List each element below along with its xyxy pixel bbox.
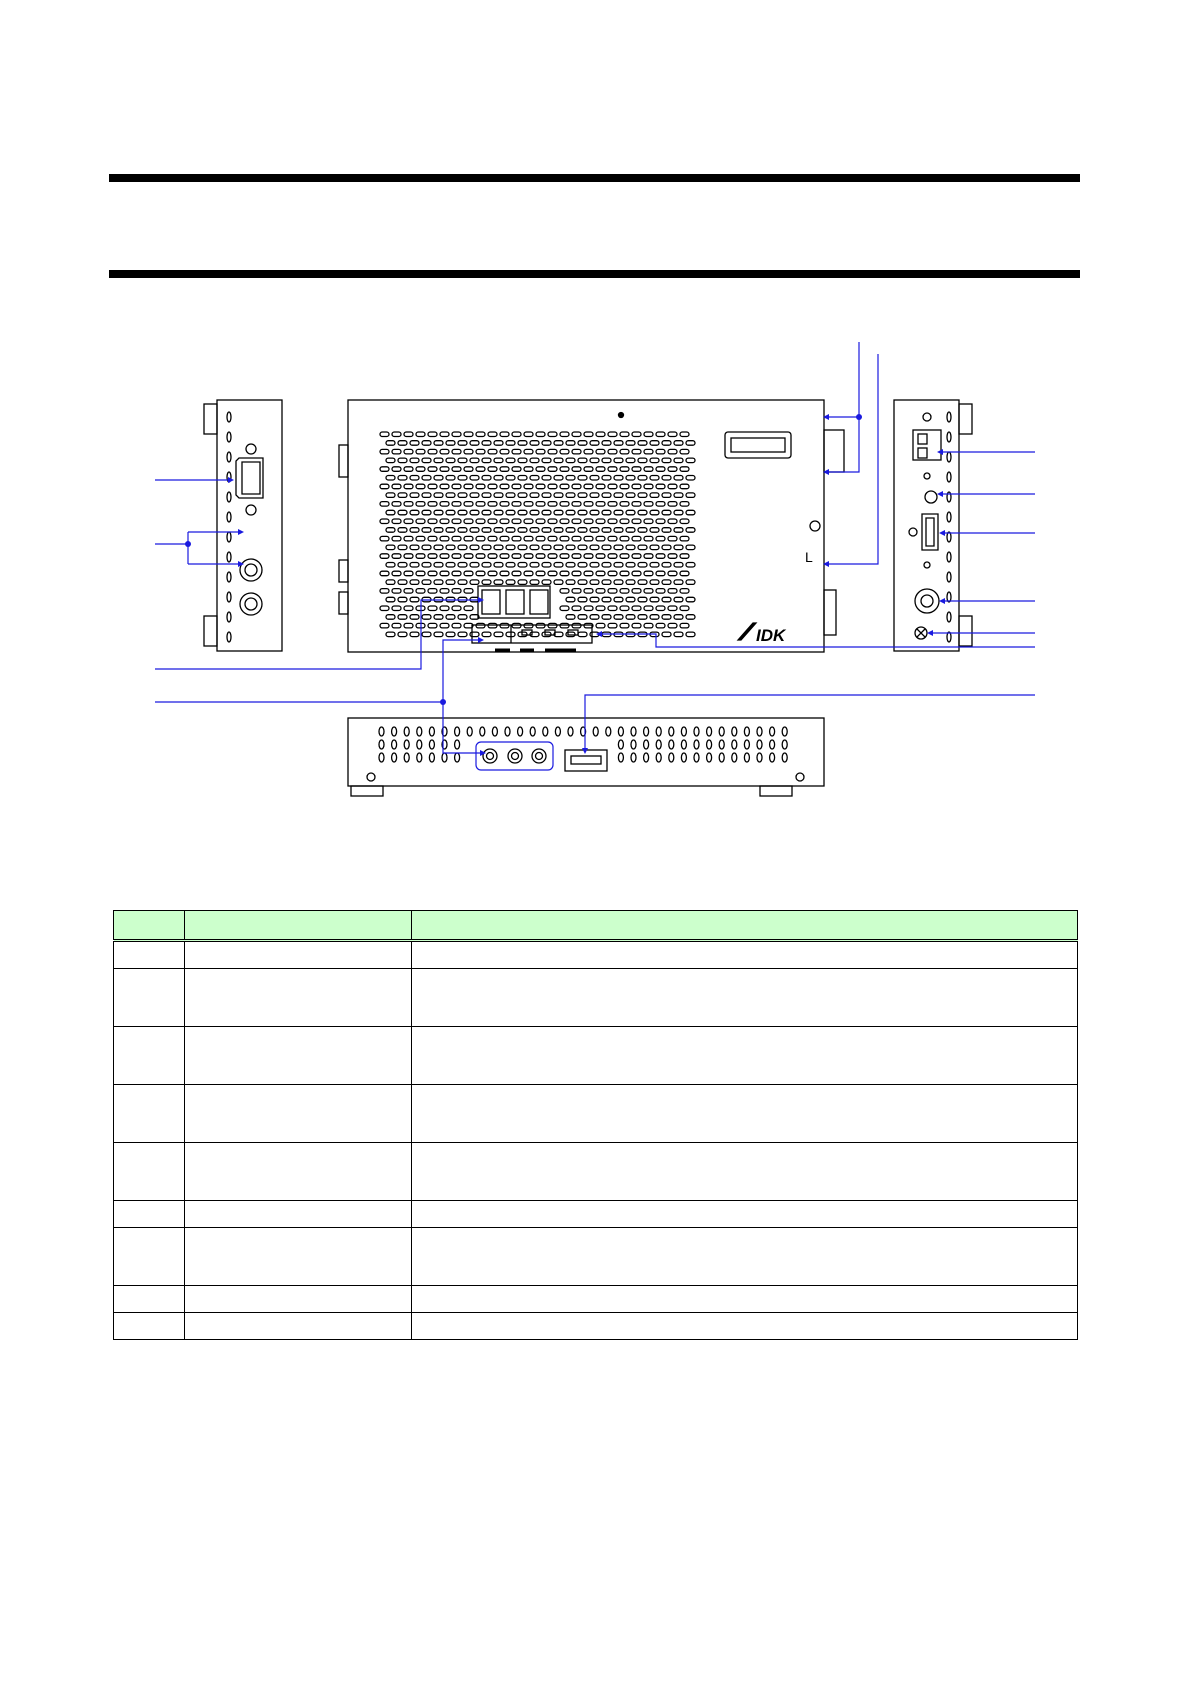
second-rule <box>109 270 1080 278</box>
hdmi-port-icon <box>909 514 938 550</box>
table-row <box>114 941 1078 969</box>
col-name-header <box>185 911 412 941</box>
left-side-panel <box>204 400 282 651</box>
table-cell-no <box>114 1027 185 1085</box>
table-row <box>114 1143 1078 1201</box>
table-cell-no <box>114 1286 185 1313</box>
table-cell-name <box>185 1143 412 1201</box>
table-cell-desc <box>412 1201 1078 1228</box>
parts-table <box>113 910 1078 1340</box>
col-no-header <box>114 911 185 941</box>
table-cell-no <box>114 1313 185 1340</box>
table-cell-desc <box>412 1027 1078 1085</box>
table-row <box>114 1286 1078 1313</box>
table-cell-name <box>185 1085 412 1143</box>
callout-lines <box>155 342 1035 770</box>
table-cell-no <box>114 1143 185 1201</box>
table-cell-desc <box>412 941 1078 969</box>
table-cell-name <box>185 1201 412 1228</box>
table-cell-name <box>185 1286 412 1313</box>
table-row <box>114 1313 1078 1340</box>
front-panel <box>339 400 844 652</box>
table-cell-name <box>185 1313 412 1340</box>
table-cell-name <box>185 1228 412 1286</box>
table-cell-desc <box>412 1085 1078 1143</box>
top-rule <box>109 174 1080 182</box>
table-cell-name <box>185 969 412 1027</box>
device-drawing <box>0 300 1192 810</box>
table-cell-desc <box>412 1286 1078 1313</box>
table-cell-no <box>114 969 185 1027</box>
table-cell-no <box>114 1201 185 1228</box>
col-desc-header <box>412 911 1078 941</box>
table-cell-name <box>185 941 412 969</box>
table-row <box>114 1085 1078 1143</box>
bottom-panel <box>348 718 824 796</box>
callout-dots <box>185 414 945 756</box>
brand-logo: IDK <box>756 626 786 645</box>
table-cell-no <box>114 1228 185 1286</box>
table-row <box>114 1201 1078 1228</box>
right-side-panel <box>894 400 972 651</box>
table-cell-desc <box>412 1228 1078 1286</box>
table-cell-no <box>114 941 185 969</box>
table-header-row <box>114 911 1078 941</box>
table-row <box>114 1228 1078 1286</box>
table-row <box>114 969 1078 1027</box>
serial-port-icon <box>236 444 263 515</box>
table-cell-desc <box>412 1313 1078 1340</box>
table-row <box>114 1027 1078 1085</box>
table-cell-name <box>185 1027 412 1085</box>
table-cell-desc <box>412 969 1078 1027</box>
table-cell-desc <box>412 1143 1078 1201</box>
audio-jack-icon <box>240 559 262 615</box>
table-cell-no <box>114 1085 185 1143</box>
front-label-letter: L <box>805 549 813 565</box>
